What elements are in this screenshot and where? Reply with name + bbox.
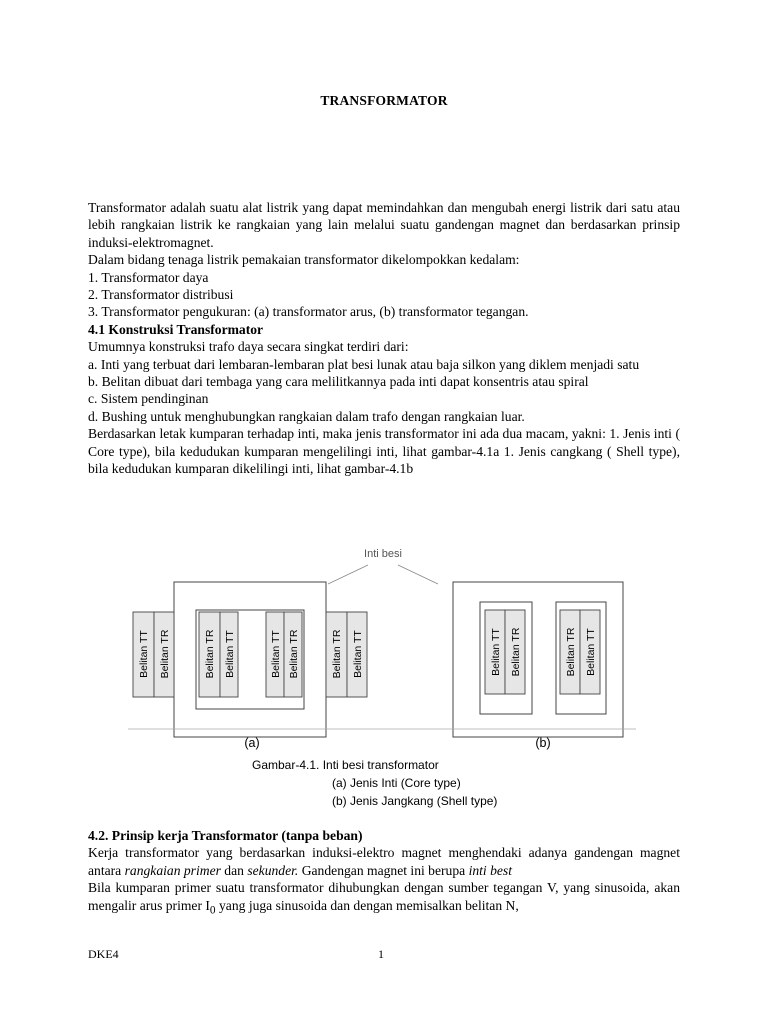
figure-transformer-core <box>128 540 644 815</box>
winding-label: Belitan TR <box>565 627 577 677</box>
section2-paragraph-1: Kerja transformator yang berdasarkan induksi-elektro magnet menghendaki adanya gandengan magnet antara rangkaian primer dan sekunder. Gandengan magnet ini berupa inti best <box>88 845 680 878</box>
list-item: 3. Transformator pengukuran: (a) transformator arus, (b) transformator tegangan. <box>88 304 529 320</box>
section-heading-4-1: 4.1 Konstruksi Transformator <box>88 321 264 337</box>
section2-paragraph-2: Bila kumparan primer suatu transformator dihubungkan dengan sumber tegangan V, yang sinusoida, akan mengalir arus primer $I_0$ yang juga sinusoida dan dengan memisalkan belitan N, <box>88 880 680 917</box>
winding-label: Belitan TR <box>159 629 171 679</box>
winding-label: Belitan TR <box>331 629 343 679</box>
winding-label: Belitan TT <box>490 628 502 676</box>
page-number: 1 <box>378 947 384 961</box>
winding-label: Belitan TT <box>224 630 236 678</box>
section-4-2 <box>88 827 680 920</box>
winding-label: Belitan TT <box>138 630 150 678</box>
list-item: 2. Transformator distribusi <box>88 287 234 303</box>
figure-svg <box>128 540 644 815</box>
label-a: (a) <box>244 736 260 750</box>
winding-label: Belitan TR <box>510 627 522 677</box>
winding-label: Belitan TR <box>288 629 300 679</box>
list-item: 1. Transformator daya <box>88 269 209 285</box>
winding-label: Belitan TT <box>585 628 597 676</box>
core-label: Inti besi <box>364 548 402 560</box>
shell-type-diagram <box>453 582 623 737</box>
winding-label: Belitan TT <box>352 630 364 678</box>
section1-intro: Umumnya konstruksi trafo daya secara singkat terdiri dari: <box>88 339 409 355</box>
list-item: b. Belitan dibuat dari tembaga yang cara melilitkannya pada inti dapat konsentris atau spiral <box>88 374 589 390</box>
document-title: TRANSFORMATOR <box>320 93 448 108</box>
list-item: c. Sistem pendinginan <box>88 391 209 407</box>
section-heading-4-2: 4.2. Prinsip kerja Transformator (tanpa beban) <box>88 828 363 843</box>
intro-paragraph-2: Dalam bidang tenaga listrik pemakaian transformator dikelompokkan kedalam: <box>88 252 520 268</box>
section1-paragraph: Berdasarkan letak kumparan terhadap inti, maka jenis transformator ini ada dua macam, yakni: 1. Jenis inti ( Core type), bila kedudukan kumparan mengelilingi inti, lihat gambar-4.1a 1. Jenis cangkang ( Shell type), bila kedudukan kumparan dikelilingi inti, lihat gambar-4.1b <box>88 426 680 477</box>
list-item: a. Inti yang terbuat dari lembaran-lembaran plat besi lunak atau baja silkon yang diklem menjadi satu <box>88 356 640 372</box>
intro-paragraph: Transformator adalah suatu alat listrik yang dapat memindahkan dan mengubah energi listrik dari satu atau lebih rangkaian listrik ke rangkaian yang lain melalui suatu gandengan magnet dan berdasarkan prinsip induksi-elektromagnet. <box>88 200 680 250</box>
pointer-line-b <box>398 565 438 584</box>
figure-caption-a: (a) Jenis Inti (Core type) <box>332 776 461 790</box>
intro-section <box>88 199 680 478</box>
winding-label: Belitan TT <box>270 630 282 678</box>
figure-caption-b: (b) Jenis Jangkang (Shell type) <box>332 794 498 808</box>
winding-label: Belitan TR <box>204 629 216 679</box>
core-outer <box>174 582 326 737</box>
core-type-diagram <box>133 582 367 737</box>
footer-doc-code: DKE4 <box>88 947 119 961</box>
pointer-line-a <box>328 565 368 584</box>
label-b: (b) <box>535 736 551 750</box>
figure-caption-title: Gambar-4.1. Inti besi transformator <box>252 758 439 772</box>
list-item: d. Bushing untuk menghubungkan rangkaian dalam trafo dengan rangkaian luar. <box>88 408 525 424</box>
